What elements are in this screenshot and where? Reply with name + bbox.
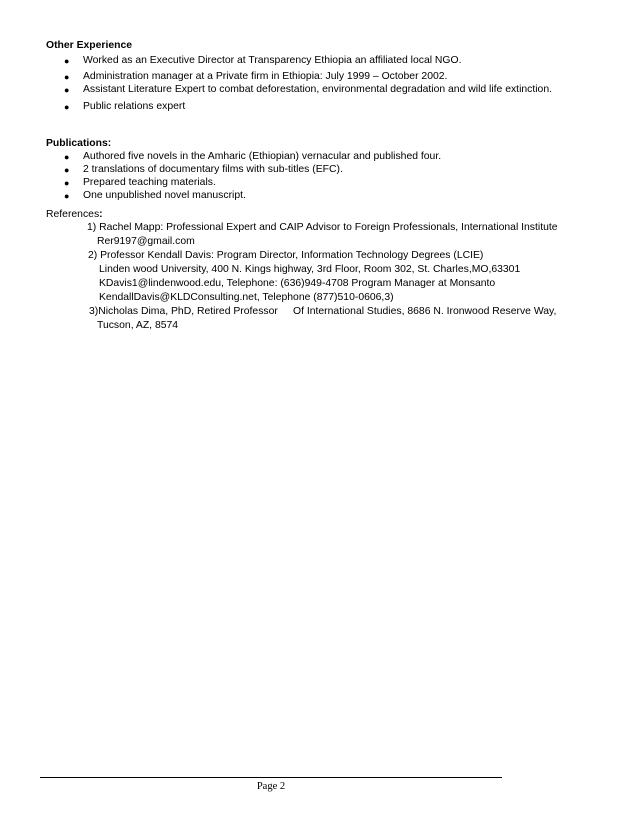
references-heading-text: References: [46, 209, 100, 220]
other-experience-item: Assistant Literature Expert to combat deforestation, environmental degradation and wild life extinction.: [83, 84, 552, 95]
publication-item: One unpublished novel manuscript.: [83, 190, 246, 201]
reference-line: KendallDavis@KLDConsulting.net, Telephone (877)510-0606,3): [99, 292, 394, 303]
reference-line: KDavis1@lindenwood.edu, Telephone: (636)949-4708 Program Manager at Monsanto: [99, 278, 496, 289]
reference-line: 2) Professor Kendall Davis: Program Director, Information Technology Degrees (LCIE): [88, 250, 484, 261]
reference-line: Tucson, AZ, 8574: [97, 320, 179, 331]
references-heading: [46, 209, 103, 220]
other-experience-item: Worked as an Executive Director at Transparency Ethiopia an affiliated local NGO.: [83, 55, 462, 66]
other-experience-item: Public relations expert: [83, 101, 186, 112]
publication-item: Prepared teaching materials.: [83, 177, 216, 188]
bullet-icon: ●: [64, 165, 70, 175]
other-experience-heading: Other Experience: [46, 40, 133, 51]
bullet-icon: ●: [64, 85, 70, 95]
bullet-icon: ●: [64, 102, 70, 112]
reference-line: 1) Rachel Mapp: Professional Expert and CAIP Advisor to Foreign Professionals, International Institute: [87, 222, 558, 233]
bullet-icon: ●: [64, 178, 70, 188]
bullet-icon: ●: [64, 72, 70, 82]
bullet-icon: ●: [64, 191, 70, 201]
page-number: Page 2: [256, 781, 286, 792]
bullet-icon: ●: [64, 56, 70, 66]
reference-line: Linden wood University, 400 N. Kings highway, 3rd Floor, Room 302, St. Charles,MO,63301: [99, 264, 521, 275]
reference-line: Rer9197@gmail.com: [97, 236, 195, 247]
bullet-icon: ●: [64, 152, 70, 162]
reference-line: Of International Studies, 8686 N. Ironwood Reserve Way,: [293, 306, 557, 317]
other-experience-item: Administration manager at a Private firm in Ethiopia: July 1999 – October 2002.: [83, 71, 448, 82]
references-heading-colon: :: [99, 209, 103, 220]
footer-divider: [40, 777, 502, 778]
publication-item: Authored five novels in the Amharic (Ethiopian) vernacular and published four.: [83, 151, 442, 162]
publications-heading: Publications:: [46, 138, 112, 149]
reference-line: 3)Nicholas Dima, PhD, Retired Professor: [89, 306, 278, 317]
publication-item: 2 translations of documentary films with sub-titles (EFC).: [83, 164, 343, 175]
